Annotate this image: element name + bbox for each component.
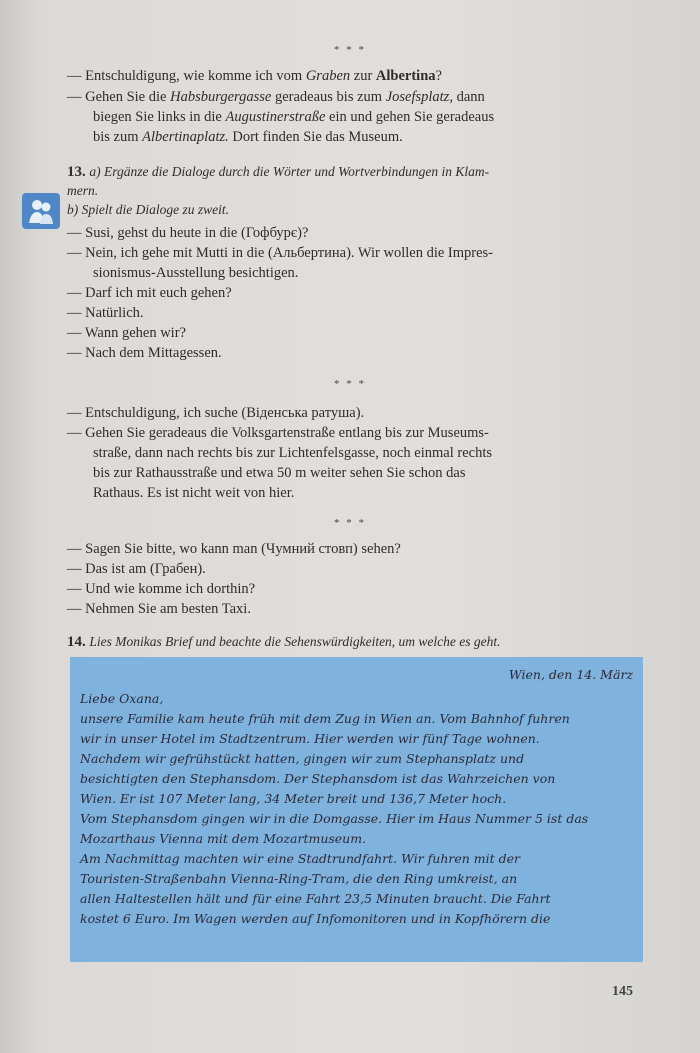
dialog3-line: — Entschuldigung, ich suche (Віденська ратуша).	[67, 405, 365, 421]
dialog3-line: — Gehen Sie geradeaus die Volksgartenstraße entlang bis zur Museums-	[67, 425, 489, 441]
exercise-14-instruction: 14. Lies Monikas Brief und beachte die Sehenswürdigkeiten, um welche es geht.	[67, 634, 501, 650]
dialog4-line: — Und wie komme ich dorthin?	[67, 581, 256, 597]
letter-line: allen Haltestellen hält und für eine Fahrt 23,5 Minuten braucht. Die Fahrt	[80, 891, 551, 906]
dialog2-line: — Susi, gehst du heute in die (Гофбурє)?	[67, 225, 309, 241]
section-divider: * * *	[334, 517, 366, 529]
section-divider: * * *	[334, 44, 366, 56]
letter-line: Vom Stephansdom gingen wir in die Domgasse. Hier im Haus Nummer 5 ist das	[80, 811, 589, 826]
exercise-13-part-b: b) Spielt die Dialoge zu zweit.	[67, 202, 229, 217]
letter-line: Nachdem wir gefrühstückt hatten, gingen wir zum Stephansplatz und	[80, 751, 525, 766]
letter-box	[70, 657, 643, 962]
letter-line: wir in unser Hotel im Stadtzentrum. Hier werden wir fünf Tage wohnen.	[80, 731, 540, 746]
dialog2-line: sionismus-Ausstellung besichtigen.	[93, 265, 299, 281]
letter-date: Wien, den 14. März	[508, 667, 633, 682]
dialog2-line: — Wann gehen wir?	[67, 325, 186, 341]
dialog2-line: — Darf ich mit euch gehen?	[67, 285, 232, 301]
letter-line: unsere Familie kam heute früh mit dem Zug in Wien an. Vom Bahnhof fuhren	[80, 711, 570, 726]
dialog1-line3: biegen Sie links in die Augustinerstraße ein und gehen Sie geradeaus	[93, 109, 495, 125]
dialog1-line1: — Entschuldigung, wie komme ich vom Graben zur Albertina?	[67, 68, 442, 84]
letter-line: Mozarthaus Vienna mit dem Mozartmuseum.	[80, 831, 367, 846]
dialog4-line: — Nehmen Sie am besten Taxi.	[67, 601, 251, 617]
letter-line: Am Nachmittag machten wir eine Stadtrundfahrt. Wir fuhren mit der	[80, 851, 521, 866]
exercise-13-instruction: 13. a) Ergänze die Dialoge durch die Wörter und Wortverbindungen in Klam-	[67, 164, 490, 180]
letter-line: besichtigten den Stephansdom. Der Stephansdom ist das Wahrzeichen von	[80, 771, 556, 786]
pair-work-icon	[22, 193, 60, 229]
dialog1-line4: bis zum Albertinaplatz. Dort finden Sie das Museum.	[93, 129, 403, 145]
letter-line: Touristen-Straßenbahn Vienna-Ring-Tram, die den Ring umkreist, an	[80, 871, 518, 886]
section-divider: * * *	[334, 378, 366, 390]
dialog2-line: — Natürlich.	[67, 305, 144, 321]
dialog3-line: bis zur Rathausstraße und etwa 50 m weiter sehen Sie schon das	[93, 465, 466, 481]
dialog2-line: — Nein, ich gehe mit Mutti in die (Альбертина). Wir wollen die Impres-	[67, 245, 494, 261]
dialog3-line: Rathaus. Es ist nicht weit von hier.	[93, 485, 295, 501]
dialog1-line2: — Gehen Sie die Habsburgergasse geradeaus bis zum Josefsplatz, dann	[67, 89, 485, 105]
dialog2-line: — Nach dem Mittagessen.	[67, 345, 222, 361]
letter-line: Liebe Oxana,	[80, 691, 164, 706]
exercise-13-instruction-cont: mern.	[67, 183, 99, 198]
dialog4-line: — Sagen Sie bitte, wo kann man (Чумний стовп) sehen?	[67, 541, 401, 557]
dialog4-line: — Das ist am (Грабен).	[67, 561, 206, 577]
dialog3-line: straße, dann nach rechts bis zur Lichtenfelsgasse, noch einmal rechts	[93, 445, 493, 461]
letter-line: Wien. Er ist 107 Meter lang, 34 Meter breit und 136,7 Meter hoch.	[80, 791, 507, 806]
page-number: 145	[612, 984, 633, 999]
letter-line: kostet 6 Euro. Im Wagen werden auf Infomonitoren und in Kopfhörern die	[80, 911, 551, 926]
